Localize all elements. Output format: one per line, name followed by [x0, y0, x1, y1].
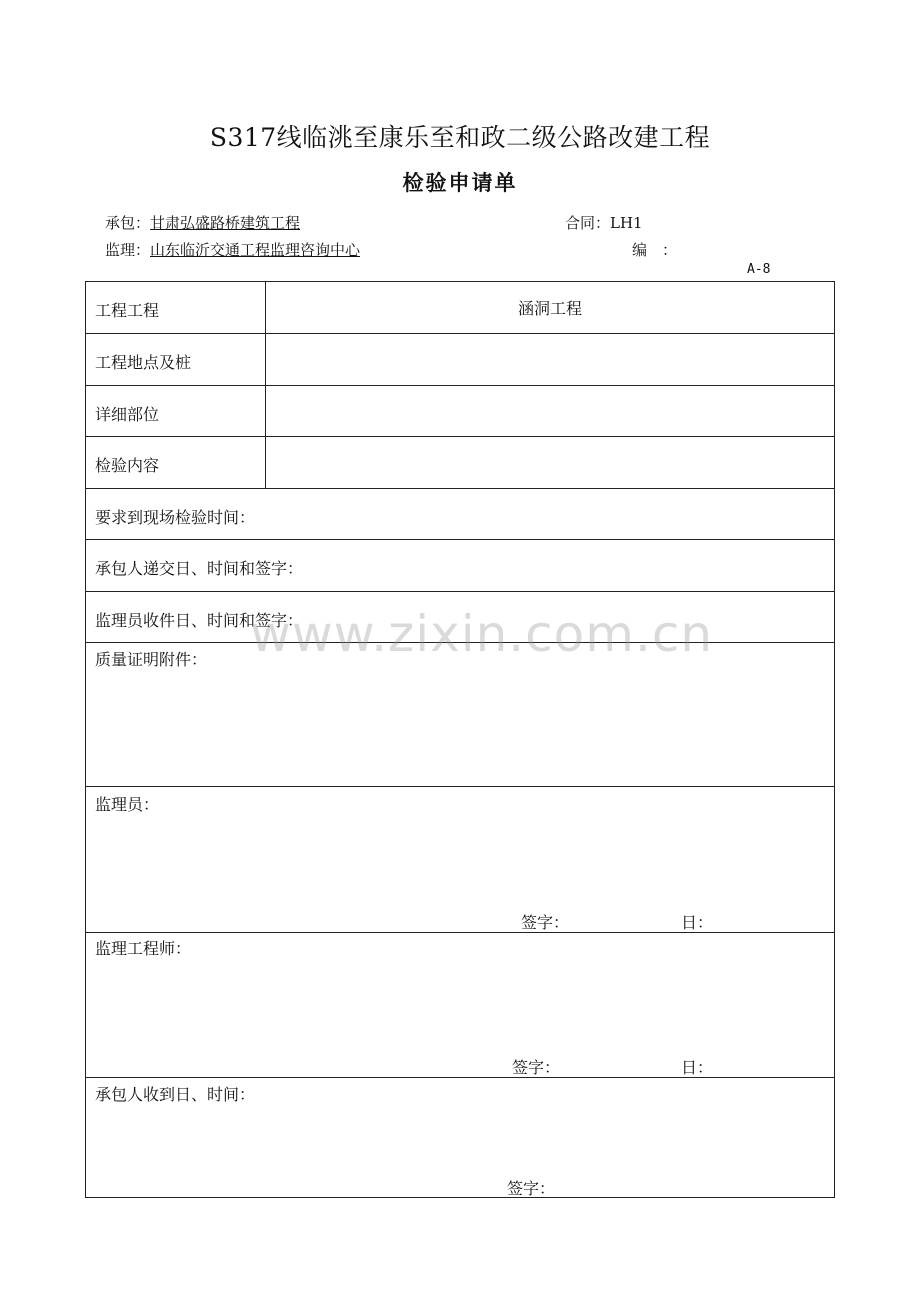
contractor-line — [105, 212, 300, 233]
inspect-time-label: 要求到现场检验时间： — [95, 508, 256, 527]
content-label: 检验内容 — [95, 456, 160, 475]
watermark: www.zixin.com.cn — [250, 605, 714, 663]
row-project — [86, 282, 834, 334]
supervisor-label: 监理： — [105, 241, 151, 259]
supervisor-value: 山东临沂交通工程监理咨询中心 — [150, 241, 361, 259]
location-value — [266, 334, 834, 385]
contractor-label: 承包： — [105, 214, 151, 232]
row-part — [86, 386, 834, 437]
inspection-form-table — [85, 281, 835, 1198]
project-value: 涵洞工程 — [517, 299, 582, 318]
form-number: A-8 — [747, 262, 771, 277]
inspector-sign-label: 签字： — [521, 913, 570, 932]
row-engineer — [86, 933, 834, 1078]
inspector-date-label: 日： — [681, 913, 714, 932]
receive-label: 监理员收件日、时间和签字： — [95, 611, 304, 630]
engineer-sign-label: 签字： — [512, 1058, 561, 1077]
row-attachments — [86, 643, 834, 787]
contract-label: 合同：LH1 — [565, 214, 643, 232]
engineer-label: 监理工程师： — [95, 939, 192, 958]
submit-label: 承包人递交日、时间和签字： — [95, 559, 304, 578]
part-value — [266, 386, 834, 436]
engineer-date-label: 日： — [681, 1058, 714, 1077]
part-label: 详细部位 — [95, 405, 160, 424]
row-inspect-time — [86, 489, 834, 540]
row-location — [86, 334, 834, 386]
contractor-value: 甘肃弘盛路桥建筑工程 — [150, 214, 301, 232]
supervisor-line — [105, 239, 360, 260]
content-value — [266, 437, 834, 488]
inspector-label: 监理员： — [95, 795, 160, 814]
location-label: 工程地点及桩 — [95, 353, 192, 372]
number-label: 编 ： — [632, 241, 678, 259]
project-label: 工程工程 — [95, 301, 160, 320]
row-inspector — [86, 787, 834, 933]
row-content — [86, 437, 834, 489]
row-submit — [86, 540, 834, 592]
attachments-label: 质量证明附件： — [95, 650, 208, 669]
row-contractor-receipt — [86, 1078, 834, 1197]
document-title: S317线临洮至康乐至和政二级公路改建工程 — [209, 123, 711, 152]
contractor-receipt-label: 承包人收到日、时间： — [95, 1085, 256, 1104]
document-subtitle: 检验申请单 — [402, 170, 518, 195]
contractor-receipt-sign-label: 签字： — [507, 1179, 556, 1198]
